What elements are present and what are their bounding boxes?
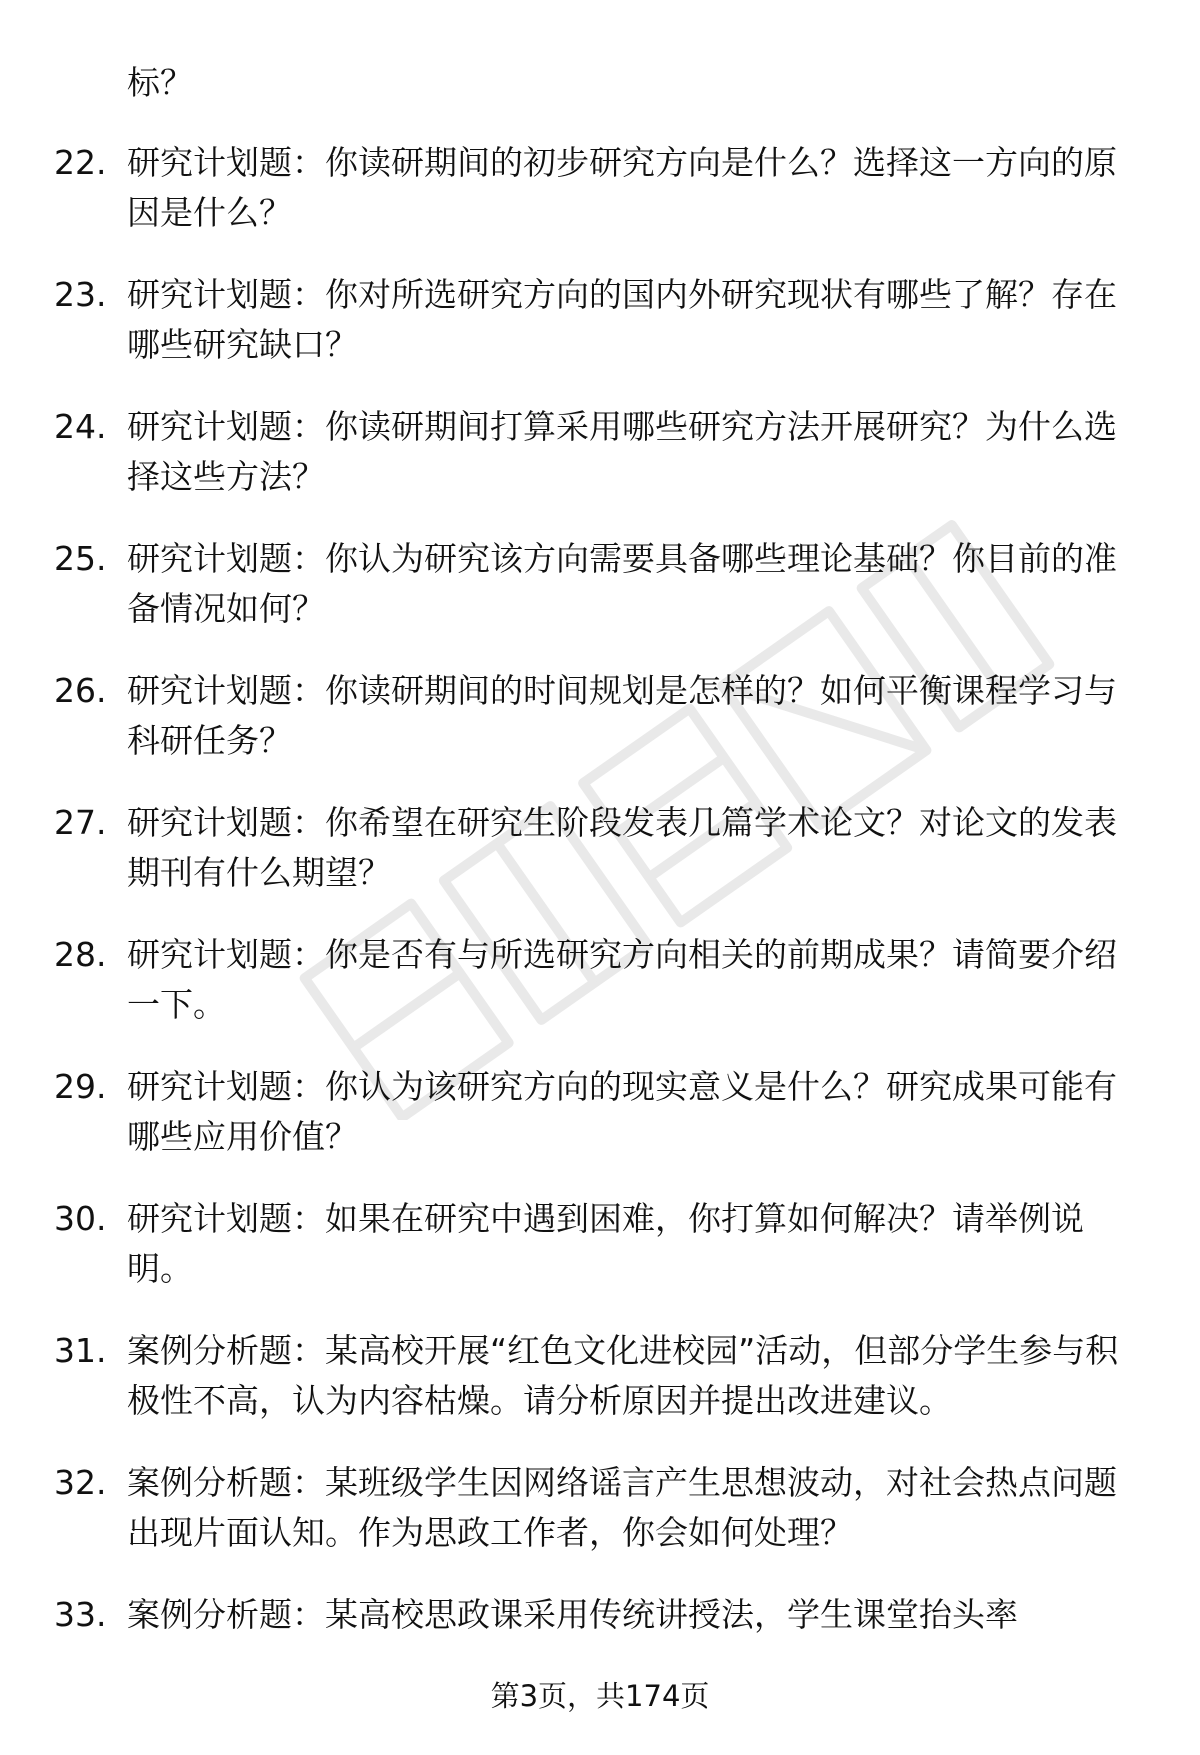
question-item	[54, 402, 1144, 502]
question-number: 26.	[54, 671, 107, 710]
question-text: 研究计划题：你认为该研究方向的现实意义是什么？研究成果可能有哪些应用价值？	[127, 1067, 1117, 1156]
question-item	[54, 930, 1144, 1030]
question-number: 25.	[54, 539, 107, 578]
question-number: 28.	[54, 935, 107, 974]
question-number: 23.	[54, 275, 107, 314]
question-item	[54, 798, 1144, 898]
question-list	[54, 138, 1144, 1640]
question-number: 22.	[54, 143, 107, 182]
question-text: 研究计划题：如果在研究中遇到困难，你打算如何解决？请举例说明。	[127, 1199, 1084, 1288]
question-item	[54, 270, 1144, 370]
question-text: 研究计划题：你认为研究该方向需要具备哪些理论基础？你目前的准备情况如何？	[127, 539, 1117, 628]
page-footer: 第3页，共174页	[490, 1679, 710, 1713]
question-number: 33.	[54, 1595, 107, 1634]
question-text: 研究计划题：你希望在研究生阶段发表几篇学术论文？对论文的发表期刊有什么期望？	[127, 803, 1117, 892]
question-item	[54, 1062, 1144, 1162]
question-number: 31.	[54, 1331, 107, 1370]
continued-line: 标？	[127, 63, 193, 102]
question-text: 案例分析题：某高校思政课采用传统讲授法，学生课堂抬头率	[127, 1595, 1018, 1634]
question-number: 32.	[54, 1463, 107, 1502]
question-number: 27.	[54, 803, 107, 842]
question-text: 研究计划题：你读研期间打算采用哪些研究方法开展研究？为什么选择这些方法？	[127, 407, 1117, 496]
question-item	[54, 1326, 1144, 1426]
question-number: 29.	[54, 1067, 107, 1106]
question-text: 研究计划题：你对所选研究方向的国内外研究现状有哪些了解？存在哪些研究缺口？	[127, 275, 1117, 364]
question-text: 研究计划题：你读研期间的时间规划是怎样的？如何平衡课程学习与科研任务？	[127, 671, 1117, 760]
question-number: 30.	[54, 1199, 107, 1238]
question-item	[54, 1590, 1144, 1640]
question-number: 24.	[54, 407, 107, 446]
question-item	[54, 666, 1144, 766]
question-content	[54, 58, 1144, 1672]
question-item	[54, 1194, 1144, 1294]
question-text: 研究计划题：你读研期间的初步研究方向是什么？选择这一方向的原因是什么？	[127, 143, 1117, 232]
question-item	[54, 138, 1144, 238]
question-item	[54, 1458, 1144, 1558]
question-text: 案例分析题：某高校开展“红色文化进校园”活动，但部分学生参与积极性不高，认为内容枯燥。请分析原因并提出改进建议。	[127, 1331, 1119, 1420]
question-text: 案例分析题：某班级学生因网络谣言产生思想波动，对社会热点问题出现片面认知。作为思政工作者，你会如何处理？	[127, 1463, 1117, 1552]
question-text: 研究计划题：你是否有与所选研究方向相关的前期成果？请简要介绍一下。	[127, 935, 1117, 1024]
question-item	[54, 534, 1144, 634]
